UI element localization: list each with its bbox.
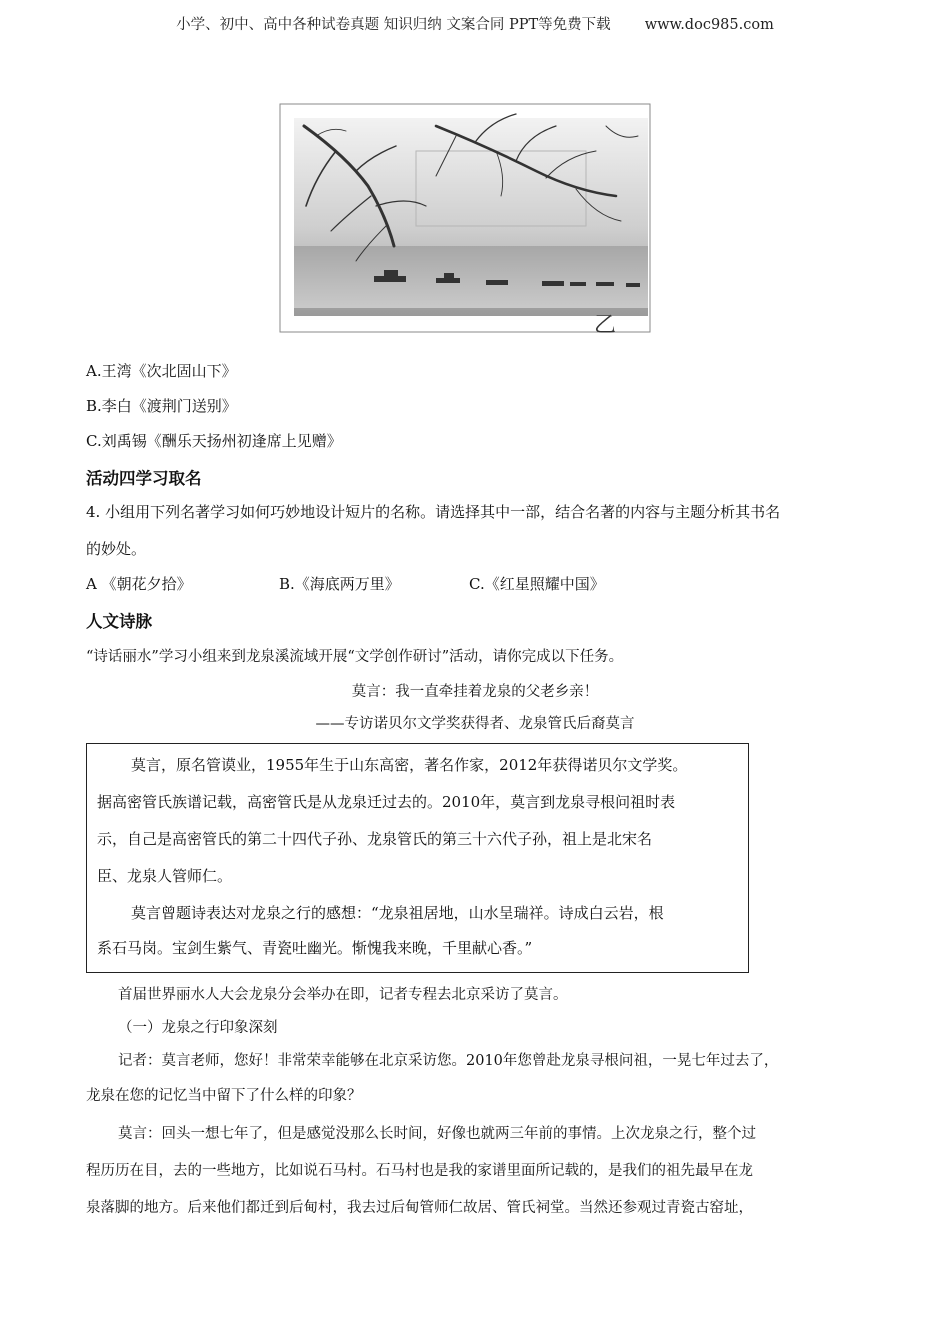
- choice-c: C.《红星照耀中国》: [469, 575, 605, 593]
- body-line: 记者：莫言老师，您好！非常荣幸能够在北京采访您。2010年您曾赴龙泉寻根问祖，一晃七年过去了，: [118, 1053, 779, 1069]
- bio-line: 据高密管氏族谱记载，高密管氏是从龙泉迁过去的。2010年，莫言到龙泉寻根问祖时表: [97, 793, 676, 811]
- section-heading: 人文诗脉: [86, 612, 152, 631]
- header-site-link[interactable]: www.doc985.com: [644, 17, 774, 33]
- bio-box: [86, 743, 749, 973]
- question4-line2: 的妙处。: [86, 540, 147, 558]
- body-line: 首届世界丽水人大会龙泉分会举办在即，记者专程去北京采访了莫言。: [118, 987, 568, 1003]
- body-line: 泉落脚的地方。后来他们都迁到后甸村，我去过后甸管师仁故居、管氏祠堂。当然还参观过青瓷古窑址，: [86, 1200, 753, 1216]
- option-c: C.刘禹锡《酬乐天扬州初逢席上见赠》: [86, 432, 342, 450]
- choice-b: B.《海底两万里》: [279, 575, 400, 593]
- bio-line: 系石马岗。宝剑生紫气、青瓷吐幽光。惭愧我来晚，千里献心香。”: [97, 939, 533, 957]
- winter-branches-illustration: [276, 96, 658, 340]
- bio-line: 示，自己是高密管氏的第二十四代子孙、龙泉管氏的第三十六代子孙，祖上是北宋名: [97, 830, 653, 848]
- article-subtitle: ——专访诺贝尔文学奖获得者、龙泉管氏后裔莫言: [315, 716, 635, 732]
- header-text: 小学、初中、高中各种试卷真题 知识归纳 文案合同 PPT等免费下载: [176, 17, 611, 33]
- option-a: A.王湾《次北固山下》: [86, 362, 237, 380]
- image-mark: 乙: [594, 313, 617, 338]
- question4-line1: 4. 小组用下列名著学习如何巧妙地设计短片的名称。请选择其中一部，结合名著的内容与主题分析其书名: [86, 503, 781, 521]
- body-line: 莫言：回头一想七年了，但是感觉没那么长时间，好像也就两三年前的事情。上次龙泉之行，整个过: [118, 1126, 756, 1142]
- choice-a: A 《朝花夕拾》: [86, 575, 192, 593]
- subsection-title: （一）龙泉之行印象深刻: [118, 1020, 278, 1036]
- activity4-heading: 活动四学习取名: [86, 469, 202, 488]
- body-line: 程历历在目，去的一些地方，比如说石马村。石马村也是我的家谱里面所记载的，是我们的祖先最早在龙: [86, 1163, 753, 1179]
- bio-line: 臣、龙泉人管师仁。: [97, 867, 233, 885]
- article-title: 莫言：我一直牵挂着龙泉的父老乡亲！: [351, 684, 599, 700]
- option-b: B.李白《渡荆门送别》: [86, 397, 237, 415]
- bio-line: 莫言曾题诗表达对龙泉之行的感想：“龙泉祖居地，山水呈瑞祥。诗成白云岩，根: [131, 904, 664, 922]
- bio-line: 莫言，原名管谟业，1955年生于山东高密，著名作家，2012年获得诺贝尔文学奖。: [131, 756, 688, 774]
- page-header: [0, 13, 950, 34]
- section-intro: “诗话丽水”学习小组来到龙泉溪流域开展“文学创作研讨”活动，请你完成以下任务。: [86, 649, 624, 665]
- body-line: 龙泉在您的记忆当中留下了什么样的印象？: [86, 1088, 362, 1104]
